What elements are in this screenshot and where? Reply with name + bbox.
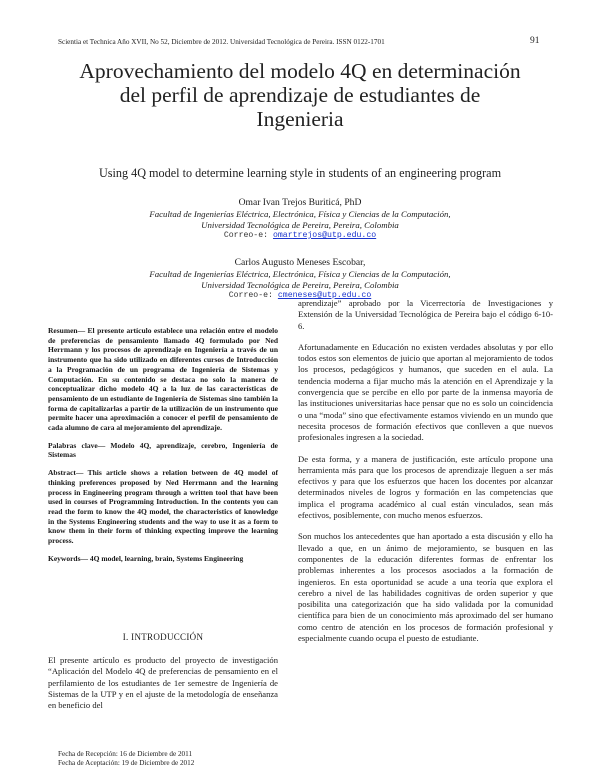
email-label: Correo-e:	[228, 291, 273, 300]
body-paragraph-3: De esta forma, y a manera de justificación, este artículo propone una herramienta más para que los procesos de aprendizaje lleguen a ser más efectivos y para que los esfuerzos que hacen los docentes por alcanzar determinados niveles de logros y formación en las competencias que implica el programa académico al cual están vinculados, sean más efectivos, posiblemente, con mucho menos esfuerzos.	[298, 453, 553, 521]
intro-paragraph: El presente artículo es producto del proyecto de investigación “Aplicación del Modelo 4Q de preferencias de pensamiento en el perfilamiento de los estudiantes de 1er semestre de Ingeniería de Sistemas de la UTP y en el ajuste de la metodología de enseñanza en beneficio del	[48, 655, 278, 711]
author-name: Carlos Augusto Meneses Escobar,	[234, 257, 366, 268]
author-affiliation: Facultad de Ingenierías Eléctrica, Electrónica, Física y Ciencias de la Computación,	[149, 269, 451, 279]
author-email-link[interactable]: omartrejos@utp.edu.co	[272, 231, 377, 240]
page-number: 91	[530, 36, 540, 46]
author-email-link[interactable]: cmeneses@utp.edu.co	[277, 291, 372, 300]
fecha-recepcion: Fecha de Recepción: 16 de Diciembre de 2011	[58, 750, 193, 758]
abstract-paragraph: Abstract— This article shows a relation between de 4Q model of thinking preferences proposed by Ned Herrmann and the learning process in Engineering program through a written tool that have been used in courses of Programming Introduction. In the contents you can read the form to know the 4Q model, the characteristics of knowledge in the Systems Engineering students and the way to use it as a form to know them in their form of thinking expecting improve the learning process.	[48, 468, 278, 546]
author-block-2	[60, 257, 540, 301]
english-title: Using 4Q model to determine learning style in students of an engineering program	[98, 166, 502, 180]
email-label: Correo-e:	[223, 231, 269, 240]
title-line-3: Ingenieria	[256, 107, 344, 131]
author-name: Omar Ivan Trejos Buriticá, PhD	[238, 197, 362, 208]
keywords-paragraph: Keywords— 4Q model, learning, brain, Systems Engineering	[48, 553, 244, 563]
running-head: Scientia et Technica Año XVII, No 52, Diciembre de 2012. Universidad Tecnológica de Pereira. ISSN 0122-1701	[58, 38, 385, 46]
left-column-intro	[48, 655, 278, 711]
section-heading-introduccion: I. INTRODUCCIÓN	[122, 632, 204, 642]
title-line-2: del perfil de aprendizaje de estudiantes de	[119, 83, 481, 107]
palabras-clave-paragraph: Palabras clave— Modelo 4Q, aprendizaje, cerebro, Ingeniería de Sistemas	[48, 440, 278, 460]
body-paragraph-4: Son muchos los antecedentes que han aportado a esta discusión y ello ha llevado a que, en un ánimo de mejoramiento, se busquen en las componentes de la educación diferentes formas de enfrentar los problemas inherentes a los procesos asociados a la formación de ingenieros. En esta oportunidad se acude a una teoría que explora el cerebro a nivel de las habilidades cognitivas de orden superior y que posibilita una categorización que ha sido validada por la comunidad científica para bien de un conocimiento más aproximado del ser humano como centro de atención en los procesos de formación profesional y especialmente cuando ocupa el puesto de estudiante.	[298, 531, 553, 644]
received-accepted-dates	[58, 750, 194, 768]
right-column	[298, 298, 553, 644]
resumen-paragraph: Resumen— El presente artículo establece una relación entre el modelo de preferencias de pensamiento llamado 4Q formulado por Ned Herrmann y los procesos de aprendizaje en Ingeniería a través de un instrumento que ha sido utilizado en diferentes cursos de Introducción a la Programación de un programa de Ingeniería de Sistemas y Computación. En su contenido se destaca no solo la manera de conceptualizar dicho modelo 4Q a la luz de las características de pensamiento de un estudiante de Ingeniería de Sistemas sino también la forma de capitalizarlas a partir de la utilización de un instrumento que permite hacer una aproximación a conocer el perfil de pensamiento de cada alumno de cara al mejoramiento del aprendizaje.	[48, 326, 278, 433]
author-affiliation: Facultad de Ingenierías Eléctrica, Electrónica, Física y Ciencias de la Computación,	[149, 209, 451, 219]
paper-title	[30, 59, 570, 131]
left-column-top	[48, 326, 278, 563]
title-line-1: Aprovechamiento del modelo 4Q en determinación	[79, 59, 521, 83]
body-paragraph-2: Afortunadamente en Educación no existen verdades absolutas y por ello todos estos son elementos de juicio que aportan al mejoramiento de todos los procesos, pedagógicos y humanos, que suceden en el aula. La tendencia moderna a fijar mucho más la atención en el Aprendizaje y la convergencia que se percibe en ello por parte de la inmensa mayoría de las instituciones universitarias hace pensar que no es solo un coincidencia o una “moda” sino que efectivamente estamos viviendo en un mundo que necesita procesos de formación efectivos que conlleven a que nuevos profesionales ingresen a la sociedad.	[298, 341, 553, 443]
author-email-line	[60, 230, 540, 241]
author-university: Universidad Tecnológica de Pereira, Pereira, Colombia	[201, 279, 399, 290]
author-university: Universidad Tecnológica de Pereira, Pereira, Colombia	[201, 219, 399, 230]
fecha-aceptacion: Fecha de Aceptación: 19 de Diciembre de 2012	[58, 759, 195, 768]
body-paragraph-1: aprendizaje” aprobado por la Vicerrectoría de Investigaciones y Extensión de la Universidad Tecnológica de Pereira bajo el código 6-10-6.	[298, 298, 553, 331]
author-block-1	[60, 197, 540, 241]
